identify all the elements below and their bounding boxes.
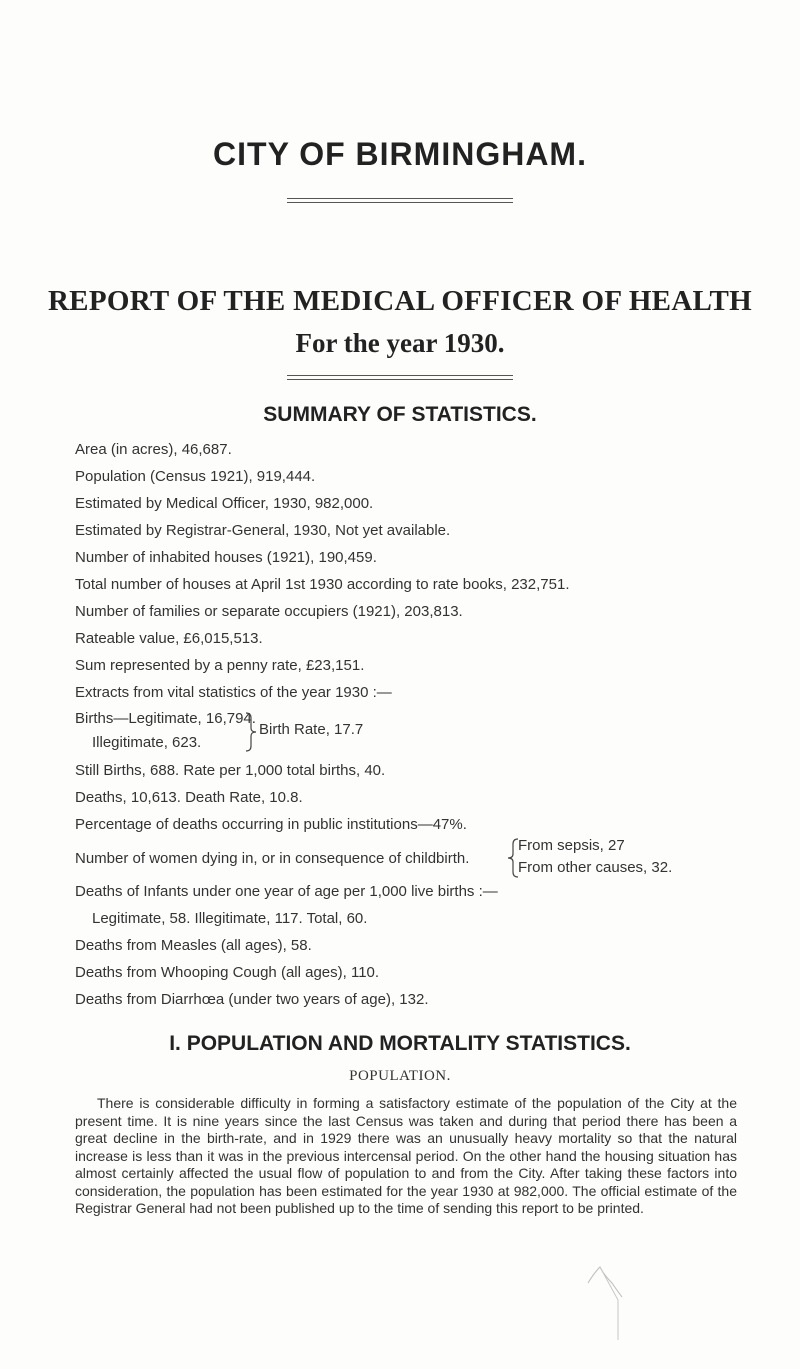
stat-infant-deaths-intro: Deaths of Infants under one year of age per 1,000 live births :— xyxy=(75,883,498,900)
stat-diarrhoea: Deaths from Diarrhœa (under two years of age), 132. xyxy=(75,991,429,1008)
stat-families: Number of families or separate occupiers (1921), 203,813. xyxy=(75,603,463,620)
stat-childbirth: Number of women dying in, or in consequence of childbirth. xyxy=(75,850,470,867)
stat-total-houses: Total number of houses at April 1st 1930 according to rate books, 232,751. xyxy=(75,576,570,593)
year-divider-bottom xyxy=(287,379,513,380)
stat-childbirth-sepsis: From sepsis, 27 xyxy=(518,837,625,854)
stat-births-legitimate: Births—Legitimate, 16,794. xyxy=(75,710,256,727)
stat-deaths: Deaths, 10,613. Death Rate, 10.8. xyxy=(75,789,303,806)
stat-still-births: Still Births, 688. Rate per 1,000 total births, 40. xyxy=(75,762,386,779)
section1-heading: I. POPULATION AND MORTALITY STATISTICS. xyxy=(169,1032,631,1055)
stat-birth-rate: Birth Rate, 17.7 xyxy=(259,721,364,738)
summary-heading: SUMMARY OF STATISTICS. xyxy=(263,403,537,426)
stat-childbirth-other: From other causes, 32. xyxy=(518,859,673,876)
year-divider-top xyxy=(287,375,513,376)
stat-births-illegitimate: Illegitimate, 623. xyxy=(92,734,202,751)
stat-estimated-mo: Estimated by Medical Officer, 1930, 982,000. xyxy=(75,495,374,512)
population-paragraph: There is considerable difficulty in forming a satisfactory estimate of the population of the City at the present time. It is nine years since the last Census was taken and during that period there has been a great decline in the birth-rate, and in 1929 there was an unusually heavy mortality so that the natural increase is less than it was in the previous intercensal period. On the other hand the housing situation has almost certainly affected the usual flow of population to and from the City. After taking these factors into consideration, the population has been estimated for the year 1930 at 982,000. The official estimate of the Registrar General had not been published up to the time of sending this report to be printed. xyxy=(75,1095,737,1216)
report-title: REPORT OF THE MEDICAL OFFICER OF HEALTH xyxy=(47,285,753,317)
births-brace-icon xyxy=(244,712,258,752)
stat-extracts-intro: Extracts from vital statistics of the year 1930 :— xyxy=(75,684,392,701)
stat-infant-deaths: Legitimate, 58. Illegitimate, 117. Total, 60. xyxy=(92,910,368,927)
stat-penny-rate: Sum represented by a penny rate, £23,151. xyxy=(75,657,365,674)
scan-mark-icon xyxy=(560,1245,650,1355)
stat-inhabited-houses: Number of inhabited houses (1921), 190,459. xyxy=(75,549,377,566)
stat-measles: Deaths from Measles (all ages), 58. xyxy=(75,937,312,954)
report-year: For the year 1930. xyxy=(295,328,505,358)
stat-estimated-rg: Estimated by Registrar-General, 1930, Not yet available. xyxy=(75,522,451,539)
stat-whooping-cough: Deaths from Whooping Cough (all ages), 110. xyxy=(75,964,380,981)
stat-area: Area (in acres), 46,687. xyxy=(75,441,232,458)
stat-population-census: Population (Census 1921), 919,444. xyxy=(75,468,316,485)
stat-rateable-value: Rateable value, £6,015,513. xyxy=(75,630,263,647)
title-divider-bottom xyxy=(287,202,513,203)
population-subheading: POPULATION. xyxy=(349,1068,451,1084)
city-title: CITY OF BIRMINGHAM. xyxy=(213,136,587,172)
stat-institutions: Percentage of deaths occurring in public institutions—47%. xyxy=(75,816,467,833)
title-divider-top xyxy=(287,198,513,199)
